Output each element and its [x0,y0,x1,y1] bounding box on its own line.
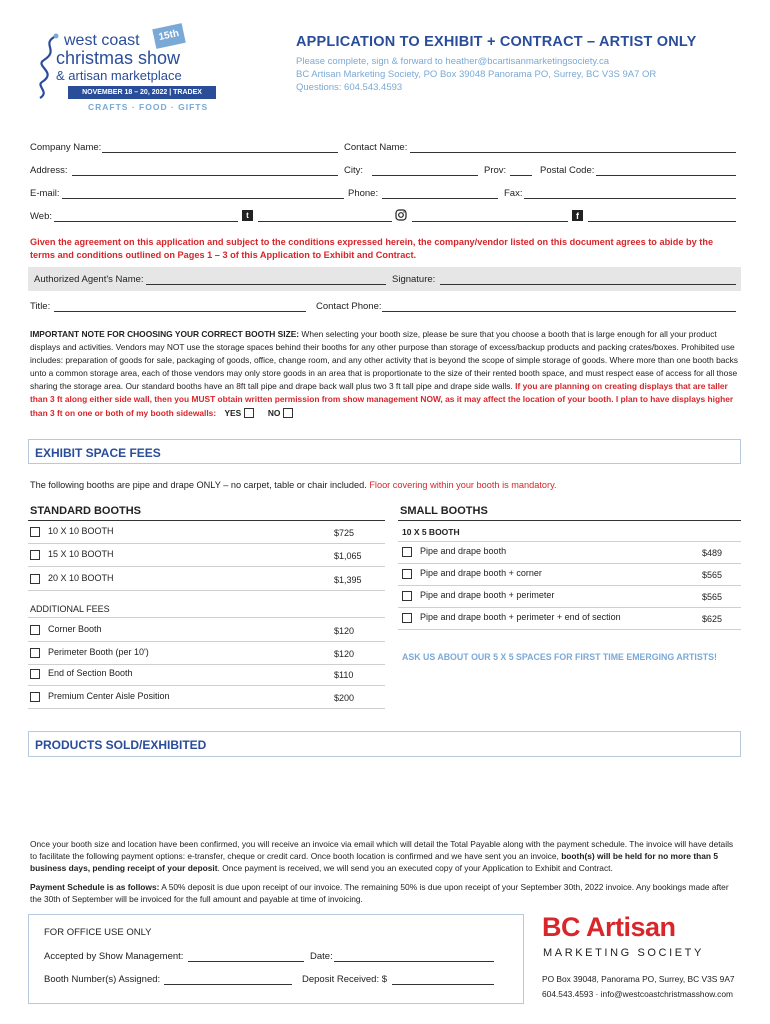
row-divider [28,664,385,665]
twitter-field[interactable] [258,221,392,222]
company-name-field[interactable] [102,152,338,153]
yes-label: YES [224,407,242,418]
web-field[interactable] [54,221,238,222]
signature-label: Signature: [392,274,436,285]
booth-size-note [30,328,742,420]
fax-field[interactable] [524,198,736,199]
standard-booth-10x10[interactable]: 10 X 10 BOOTH [30,526,114,537]
small-booth-perimeter-end[interactable]: Pipe and drape booth + perimeter + end of section [402,612,621,623]
row-divider [398,563,741,564]
standard-booth-20x10[interactable]: 20 X 10 BOOTH [30,573,114,584]
brand-contact: 604.543.4593 · info@westcoastchristmasshow.com [542,989,733,999]
standard-booth-15x10-price: $1,065 [334,551,362,561]
twitter-icon: t [242,210,253,221]
contact-phone-label: Contact Phone: [316,301,382,312]
small-heading-underline [398,520,741,521]
brand-address: PO Box 39048, Panorama PO, Surrey, BC V3S 9A7 [542,974,735,984]
agreement-text: Given the agreement on this application and subject to the conditions expressed herein, the company/vendor listed on this document agrees to abide by the terms and conditions outlined on Pages 1 – 3 of this Application to Exhibit and Contract. [30,237,714,260]
prov-field[interactable] [510,175,532,176]
fax-label: Fax: [504,188,523,199]
logo-line3: & artisan marketplace [56,68,182,83]
standard-booth-20x10-price: $1,395 [334,575,362,585]
no-checkbox[interactable] [283,408,293,418]
accepted-by-field[interactable] [188,961,304,962]
web-label: Web: [30,211,53,222]
facebook-field[interactable] [588,221,736,222]
logo-tagline: CRAFTS · FOOD · GIFTS [88,102,209,112]
email-field[interactable] [62,198,344,199]
show-logo [30,24,250,116]
fee-premium-aisle-price: $200 [334,693,355,703]
small-booth-perimeter[interactable]: Pipe and drape booth + perimeter [402,590,554,601]
deposit-received-label: Deposit Received: $ [302,974,388,985]
city-field[interactable] [372,175,478,176]
phone-field[interactable] [382,198,498,199]
small-booths-heading: SMALL BOOTHS [400,505,488,517]
exhibit-intro-red: Floor covering within your booth is mandatory. [369,480,557,490]
small-booth-perimeter-price: $565 [702,592,723,602]
row-divider [28,543,385,544]
postal-code-label: Postal Code: [540,165,595,176]
facebook-icon: f [572,210,583,221]
instagram-icon [395,209,407,221]
phone-label: Phone: [348,188,379,199]
prov-label: Prov: [484,165,507,176]
small-booth-corner[interactable]: Pipe and drape booth + corner [402,568,542,579]
note-body: When selecting your booth size, please be sure that you choose a booth that is large enough for all your product displays and activities. Vendors may NOT use the storage spaces behind their booths for any other purpose than storage of excess/backup products and packing crates/boxes. Prohibited use includes: preparation of goods for sale, packaging of goods, office, change room, and any other activity that is beyond the scope of simple storage of goods. Where more than one booth backs unto a common storage area, each of those vendors may only store goods in an area that is proportionate to the size of their rented booth space, and must respect ease of access for all those sharing the storage area. Our standard booths have an 8ft tall pipe and drape back wall plus two 3 ft tall pipe and drape side walls. [30,329,738,392]
row-divider [28,708,385,709]
fee-premium-aisle[interactable]: Premium Center Aisle Position [30,691,170,702]
products-heading: PRODUCTS SOLD/EXHIBITED [35,738,207,752]
note-lead: IMPORTANT NOTE FOR CHOOSING YOUR CORRECT BOOTH SIZE: [30,329,300,339]
standard-booth-10x10-price: $725 [334,528,355,538]
bc-artisan-logo [542,912,742,962]
row-divider [398,629,741,630]
accepted-by-label: Accepted by Show Management: [44,951,184,962]
office-date-field[interactable] [334,961,494,962]
deposit-received-field[interactable] [392,984,494,985]
row-divider [398,585,741,586]
postal-code-field[interactable] [596,175,736,176]
signature-field[interactable] [440,284,736,285]
agent-name-field[interactable] [146,284,386,285]
logo-dates-banner: NOVEMBER 18 – 20, 2022 | TRADEX [68,86,216,99]
row-divider [398,541,741,542]
row-divider [28,590,385,591]
logo-badge: 15th [152,23,186,49]
exhibit-intro [30,480,557,490]
standard-booth-15x10[interactable]: 15 X 10 BOOTH [30,549,114,560]
fee-end-of-section[interactable]: End of Section Booth [30,668,133,679]
office-use-heading: FOR OFFICE USE ONLY [44,927,152,938]
page-title: APPLICATION TO EXHIBIT + CONTRACT – ARTIST ONLY [296,34,697,50]
brand-subtitle: MARKETING SOCIETY [543,947,704,959]
products-section-header [28,731,741,757]
instagram-field[interactable] [412,221,568,222]
row-divider [28,617,385,618]
exhibit-heading: EXHIBIT SPACE FEES [35,446,161,460]
header-instructions-2: BC Artisan Marketing Society, PO Box 39048 Panorama PO, Surrey, BC V3S 9A7 OR [296,69,657,80]
yes-checkbox[interactable] [244,408,254,418]
row-divider [28,685,385,686]
small-booth-basic[interactable]: Pipe and drape booth [402,546,506,557]
products-input-area[interactable] [28,760,741,830]
company-name-label: Company Name: [30,142,102,153]
brand-name: BC Artisan [542,912,676,942]
fee-perimeter-booth[interactable]: Perimeter Booth (per 10') [30,647,149,658]
small-booth-perimeter-end-price: $625 [702,614,723,624]
fee-end-of-section-price: $110 [334,670,354,680]
row-divider [398,607,741,608]
exhibit-intro-text: The following booths are pipe and drape ONLY – no carpet, table or chair included. [30,480,370,490]
booth-number-label: Booth Number(s) Assigned: [44,974,161,985]
header-instructions-1: Please complete, sign & forward to heather@bcartisanmarketingsociety.ca [296,56,610,67]
address-field[interactable] [72,175,338,176]
no-label: NO [267,407,281,418]
contact-name-label: Contact Name: [344,142,408,153]
row-divider [28,641,385,642]
standard-heading-underline [28,520,385,521]
fee-corner-booth[interactable]: Corner Booth [30,624,102,635]
fee-perimeter-booth-price: $120 [334,649,355,659]
payment-paragraph-1: Once your booth size and location have been confirmed, you will receive an invoice via email which will detail the Total Payable along with the payment schedule. The invoice will have details to facilitate the following payment options: e-transfer, cheque or credit card. Once booth location is confirmed and we have sent you an invoice, booth(s) will be held for no more than 5 business days, pending receipt of your deposit. Once payment is received, we will send you an executed copy of your Application to Exhibit and Contract. [30,839,734,874]
additional-fees-heading: ADDITIONAL FEES [30,604,110,614]
booth-number-field[interactable] [164,984,292,985]
row-divider [28,566,385,567]
title-label: Title: [30,301,51,312]
city-label: City: [344,165,363,176]
standard-booths-heading: STANDARD BOOTHS [30,505,142,517]
exhibit-section-header [28,439,741,464]
small-booth-corner-price: $565 [702,570,723,580]
small-booth-subheading: 10 X 5 BOOTH [402,527,460,537]
fee-corner-booth-price: $120 [334,626,355,636]
payment-paragraph-2: Payment Schedule is as follows: A 50% deposit is due upon receipt of our invoice. The remaining 50% is due upon receipt of your September 30th, 2022 invoice. Any bookings made after the 30th of September will be invoiced for the full amount and payable at time of invoicing. [30,882,729,905]
emerging-artists-note: ASK US ABOUT OUR 5 X 5 SPACES FOR FIRST TIME EMERGING ARTISTS! [402,652,717,662]
contact-name-field[interactable] [410,152,736,153]
email-label: E-mail: [30,188,60,199]
office-date-label: Date: [310,951,333,962]
note-red: If you are planning on creating displays that are taller than 3 ft along either side wall, then you MUST obtain written permission from show management NOW, as it may affect the location of your booth. I plan to have displays higher than 3 ft on one or both of my booth sidewalls: [30,381,734,418]
address-label: Address: [30,165,68,176]
logo-line1: west coast [64,32,140,49]
logo-line2: christmas show [56,48,181,68]
small-booth-basic-price: $489 [702,548,723,558]
contact-phone-field[interactable] [382,311,736,312]
title-field[interactable] [54,311,306,312]
header-instructions-3: Questions: 604.543.4593 [296,82,403,93]
agent-name-label: Authorized Agent's Name: [34,274,144,285]
